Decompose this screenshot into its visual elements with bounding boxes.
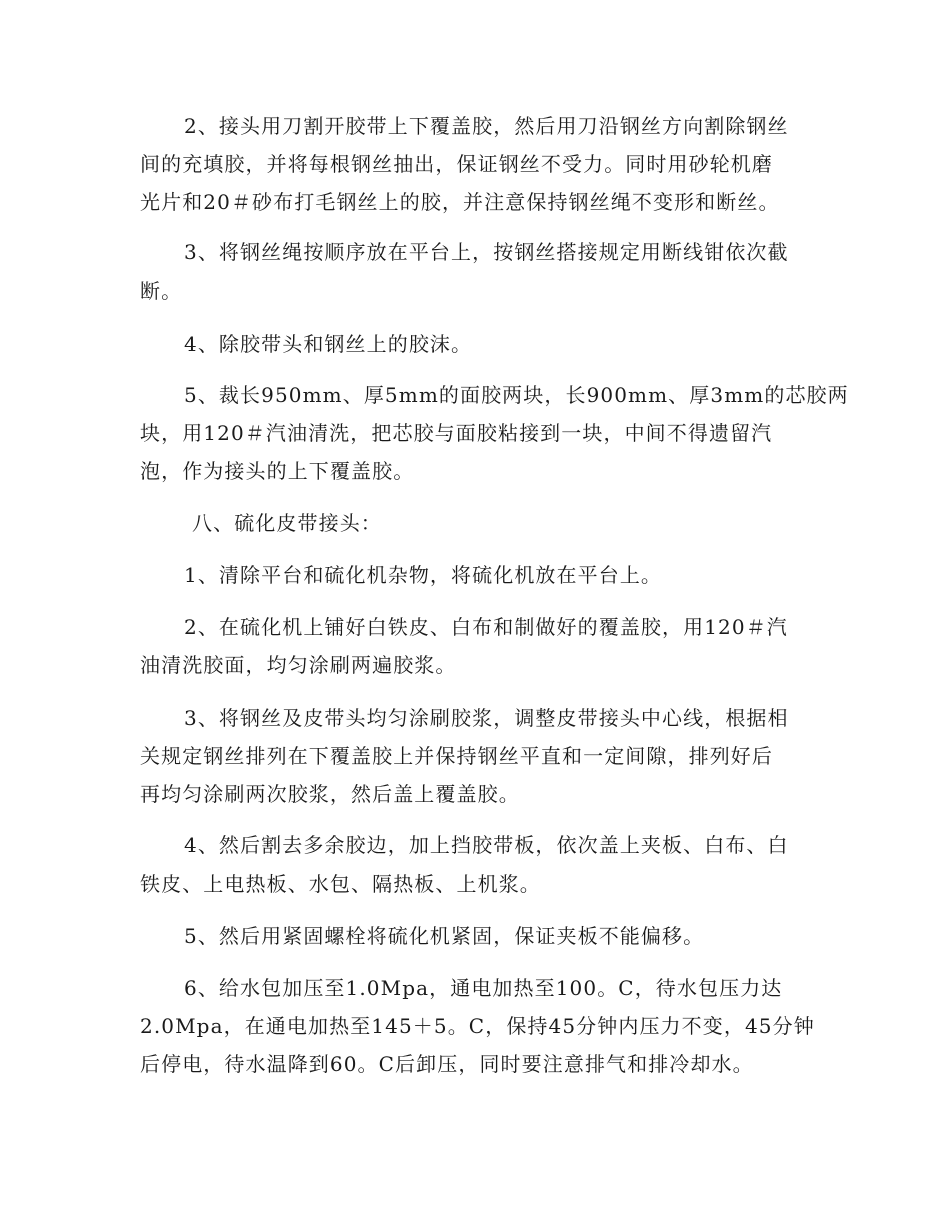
paragraph-line: 1、清除平台和硫化机杂物，将硫化机放在平台上。 bbox=[184, 563, 663, 587]
paragraph-line: 2、接头用刀割开胶带上下覆盖胶，然后用刀沿钢丝方向割除钢丝 bbox=[184, 114, 789, 138]
paragraph-line: 4、然后割去多余胶边，加上挡胶带板，依次盖上夹板、白布、白 bbox=[184, 833, 789, 857]
paragraph-line: 后停电，待水温降到60。C后卸压，同时要注意排气和排冷却水。 bbox=[140, 1052, 754, 1076]
paragraph-line: 2、在硫化机上铺好白铁皮、白布和制做好的覆盖胶，用120＃汽 bbox=[184, 615, 788, 639]
paragraph-line: 断。 bbox=[140, 279, 183, 303]
section-heading: 八、硫化皮带接头： bbox=[192, 511, 382, 535]
paragraph-line: 4、除胶带头和钢丝上的胶沫。 bbox=[184, 332, 473, 356]
paragraph-line: 3、将钢丝绳按顺序放在平台上，按钢丝搭接规定用断线钳依次截 bbox=[184, 240, 789, 264]
paragraph-line: 块，用120＃汽油清洗，把芯胶与面胶粘接到一块，中间不得遗留汽 bbox=[140, 421, 773, 445]
paragraph-line: 泡，作为接头的上下覆盖胶。 bbox=[140, 459, 415, 483]
paragraph-line: 油清洗胶面，均匀涂刷两遍胶浆。 bbox=[140, 653, 457, 677]
paragraph-line: 关规定钢丝排列在下覆盖胶上并保持钢丝平直和一定间隙，排列好后 bbox=[140, 744, 773, 768]
paragraph-line: 间的充填胶，并将每根钢丝抽出，保证钢丝不受力。同时用砂轮机磨 bbox=[140, 152, 773, 176]
paragraph-line: 6、给水包加压至1.0Mpa，通电加热至100。C，待水包压力达 bbox=[184, 976, 783, 1000]
paragraph-line: 5、然后用紧固螺栓将硫化机紧固，保证夹板不能偏移。 bbox=[184, 924, 705, 948]
paragraph-line: 铁皮、上电热板、水包、隔热板、上机浆。 bbox=[140, 872, 541, 896]
paragraph-line: 2.0Mpa，在通电加热至145＋5。C，保持45分钟内压力不变，45分钟 bbox=[140, 1014, 815, 1038]
paragraph-line: 3、将钢丝及皮带头均匀涂刷胶浆，调整皮带接头中心线，根据相 bbox=[184, 706, 789, 730]
paragraph-line: 5、裁长950mm、厚5mm的面胶两块，长900mm、厚3mm的芯胶两 bbox=[184, 383, 849, 407]
paragraph-line: 光片和20＃砂布打毛钢丝上的胶，并注意保持钢丝绳不变形和断丝。 bbox=[140, 190, 780, 214]
paragraph-line: 再均匀涂刷两次胶浆，然后盖上覆盖胶。 bbox=[140, 782, 520, 806]
